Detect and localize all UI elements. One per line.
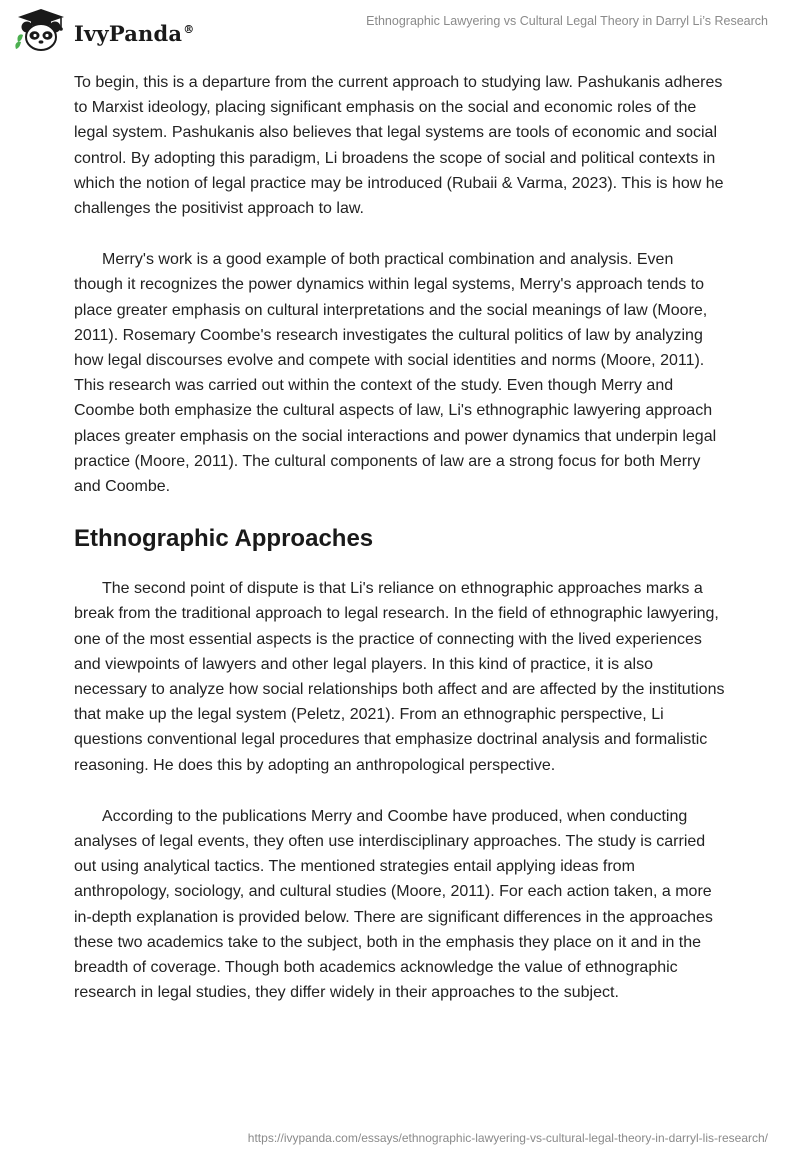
- essay-content: [74, 70, 726, 1006]
- heading-gap-bottom: [74, 554, 726, 576]
- paragraph-gap: [74, 221, 726, 247]
- paragraph-4: According to the publications Merry and Coombe have produced, when conducting analyses of legal events, they often use interdisciplinary approaches. The study is carried out using analytical tactics. The mentioned strategies entail applying ideas from anthropology, sociology, and cultural studies (Moore, 2011). For each action taken, a more in-depth explanation is provided below. There are significant differences in the approaches these two academics take to the subject, both in the emphasis they place on it and in the breadth of coverage. Though both academics acknowledge the value of ethnographic research in legal studies, they differ widely in their approaches to the subject.: [74, 807, 713, 1002]
- page-header: [0, 0, 800, 60]
- heading-gap-top: [74, 499, 726, 524]
- panda-graduate-icon: [14, 8, 68, 54]
- brand-name: IvyPanda®: [74, 20, 195, 46]
- paragraph-2: Merry's work is a good example of both practical combination and analysis. Even though it recognizes the power dynamics within legal systems, Merry's approach tends to place greater emphasis on cultural interpretations and the social meanings of law (Moore, 2011). Rosemary Coombe's research investigates the cultural politics of law by analyzing how legal discourses evolve and compete with social identities and norms (Moore, 2011). This research was carried out within the context of the study. Even though Merry and Coombe both emphasize the cultural aspects of law, Li's ethnographic lawyering approach places greater emphasis on the social interactions and power dynamics that underpin legal practice (Moore, 2011). The cultural components of law are a strong focus for both Merry and Coombe.: [74, 251, 717, 496]
- page-url[interactable]: https://ivypanda.com/essays/ethnographic-lawyering-vs-cultural-legal-theory-in-darryl-lis-research/: [247, 1131, 768, 1145]
- registered-mark: ®: [183, 22, 195, 36]
- section-heading: Ethnographic Approaches: [74, 525, 374, 553]
- ivypanda-logo[interactable]: [14, 8, 194, 54]
- paragraph-3: The second point of dispute is that Li's reliance on ethnographic approaches marks a break from the traditional approach to legal research. In the field of ethnographic lawyering, one of the most essential aspects is the practice of connecting with the lived experiences and viewpoints of lawyers and other legal players. In this kind of practice, it is also necessary to analyze how social relationships both affect and are affected by the institutions that make up the legal system (Peletz, 2021). From an ethnographic perspective, Li questions conventional legal procedures that emphasize doctrinal analysis and formalistic reasoning. He does this by adopting an anthropological perspective.: [74, 580, 725, 774]
- paragraph-1: To begin, this is a departure from the current approach to studying law. Pashukanis adheres to Marxist ideology, placing significant emphasis on the social and economic roles of the legal system. Pashukanis also believes that legal systems are tools of economic and social control. By adopting this paradigm, Li broadens the scope of social and political contexts in which the notion of legal practice may be introduced (Rubaii & Varma, 2023). This is how he challenges the positivist approach to law.: [74, 74, 724, 218]
- document-title: Ethnographic Lawyering vs Cultural Legal Theory in Darryl Li’s Research: [366, 14, 768, 28]
- paragraph-gap: [74, 778, 726, 804]
